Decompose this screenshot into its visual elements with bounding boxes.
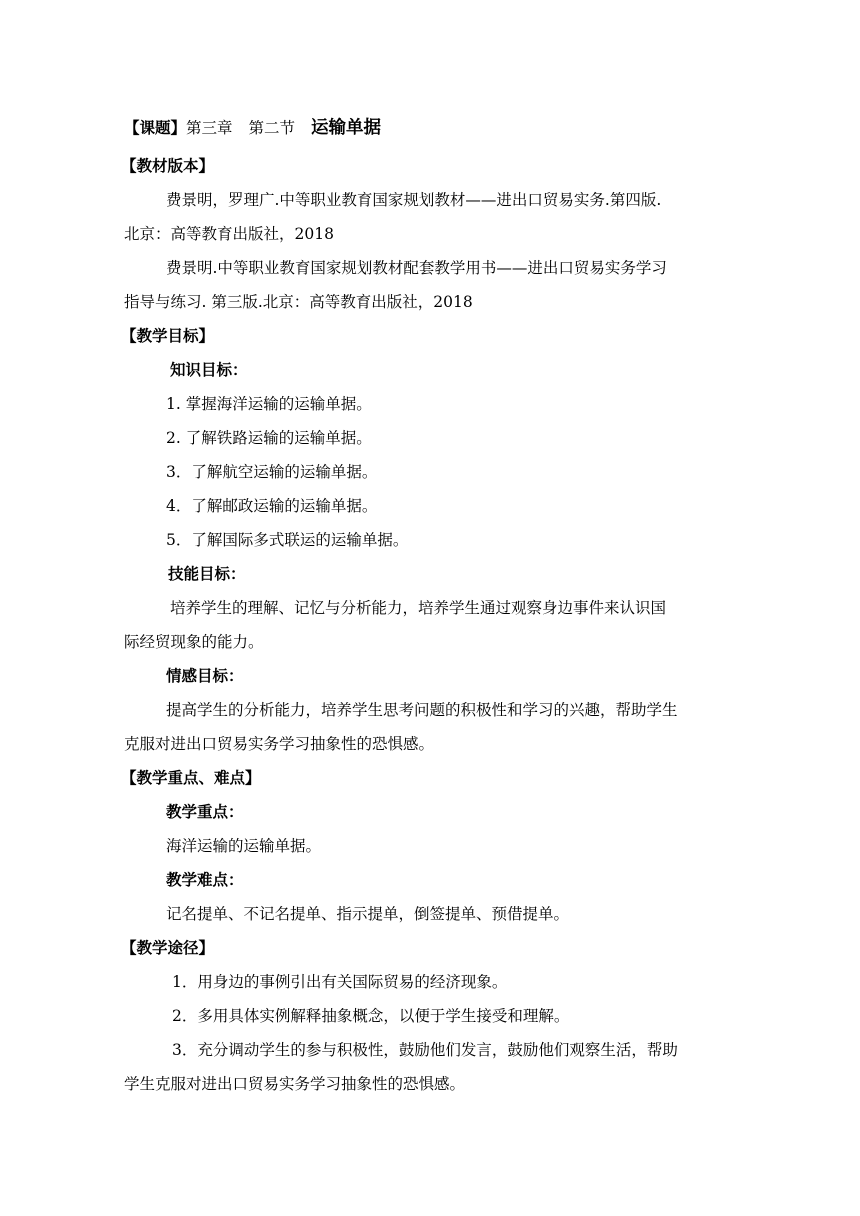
lesson-name: 运输单据 [311,118,382,138]
skill-heading: 技能目标： [168,564,246,583]
lesson-title-label: 【课题】 [124,118,187,137]
approach-item-3-line-1: 3．充分调动学生的参与积极性，鼓励他们发言，鼓励他们观察生活，帮助 [172,1041,678,1059]
knowledge-item-3: 3．了解航空运输的运输单据。 [166,463,378,481]
skill-line-1: 培养学生的理解、记忆与分析能力，培养学生通过观察身边事件来认识国 [170,599,667,617]
textbook-ref2-line2: 指导与练习. 第三版.北京：高等教育出版社，2018 [124,293,473,311]
focus-heading: 教学重点： [166,802,244,821]
knowledge-item-5: 5．了解国际多式联运的运输单据。 [166,531,409,549]
approach-item-3-line-2: 学生克服对进出口贸易实务学习抽象性的恐惧感。 [124,1075,466,1093]
approach-heading: 【教学途径】 [121,938,215,957]
objectives-heading: 【教学目标】 [121,326,215,345]
knowledge-item-1: 1. 掌握海洋运输的运输单据。 [166,395,372,413]
emotion-line-1: 提高学生的分析能力，培养学生思考问题的积极性和学习的兴趣，帮助学生 [166,701,678,719]
approach-item-1: 1．用身边的事例引出有关国际贸易的经济现象。 [172,973,508,991]
difficulty-heading: 教学难点： [166,870,244,889]
key-points-heading: 【教学重点、难点】 [121,768,261,787]
emotion-line-2: 克服对进出口贸易实务学习抽象性的恐惧感。 [124,735,435,753]
textbook-ref2-line1: 费景明.中等职业教育国家规划教材配套教学用书——进出口贸易实务学习 [166,259,667,277]
lesson-chapter: 第三章 [186,119,233,137]
emotion-heading: 情感目标： [166,666,244,685]
skill-line-2: 际经贸现象的能力。 [124,633,264,651]
textbook-heading: 【教材版本】 [121,156,215,175]
knowledge-heading: 知识目标： [170,360,248,379]
difficulty-text: 记名提单、不记名提单、指示提单，倒签提单、预借提单。 [166,905,570,923]
textbook-ref1-line1: 费景明，罗理广.中等职业教育国家规划教材——进出口贸易实务.第四版. [166,191,662,209]
focus-text: 海洋运输的运输单据。 [166,837,322,855]
knowledge-item-4: 4．了解邮政运输的运输单据。 [166,497,378,515]
knowledge-item-2: 2. 了解铁路运输的运输单据。 [166,429,372,447]
approach-item-2: 2．多用具体实例解释抽象概念，以便于学生接受和理解。 [172,1007,570,1025]
lesson-title [124,118,744,138]
textbook-ref1-line2: 北京：高等教育出版社，2018 [124,225,334,243]
lesson-section: 第二节 [248,119,296,137]
